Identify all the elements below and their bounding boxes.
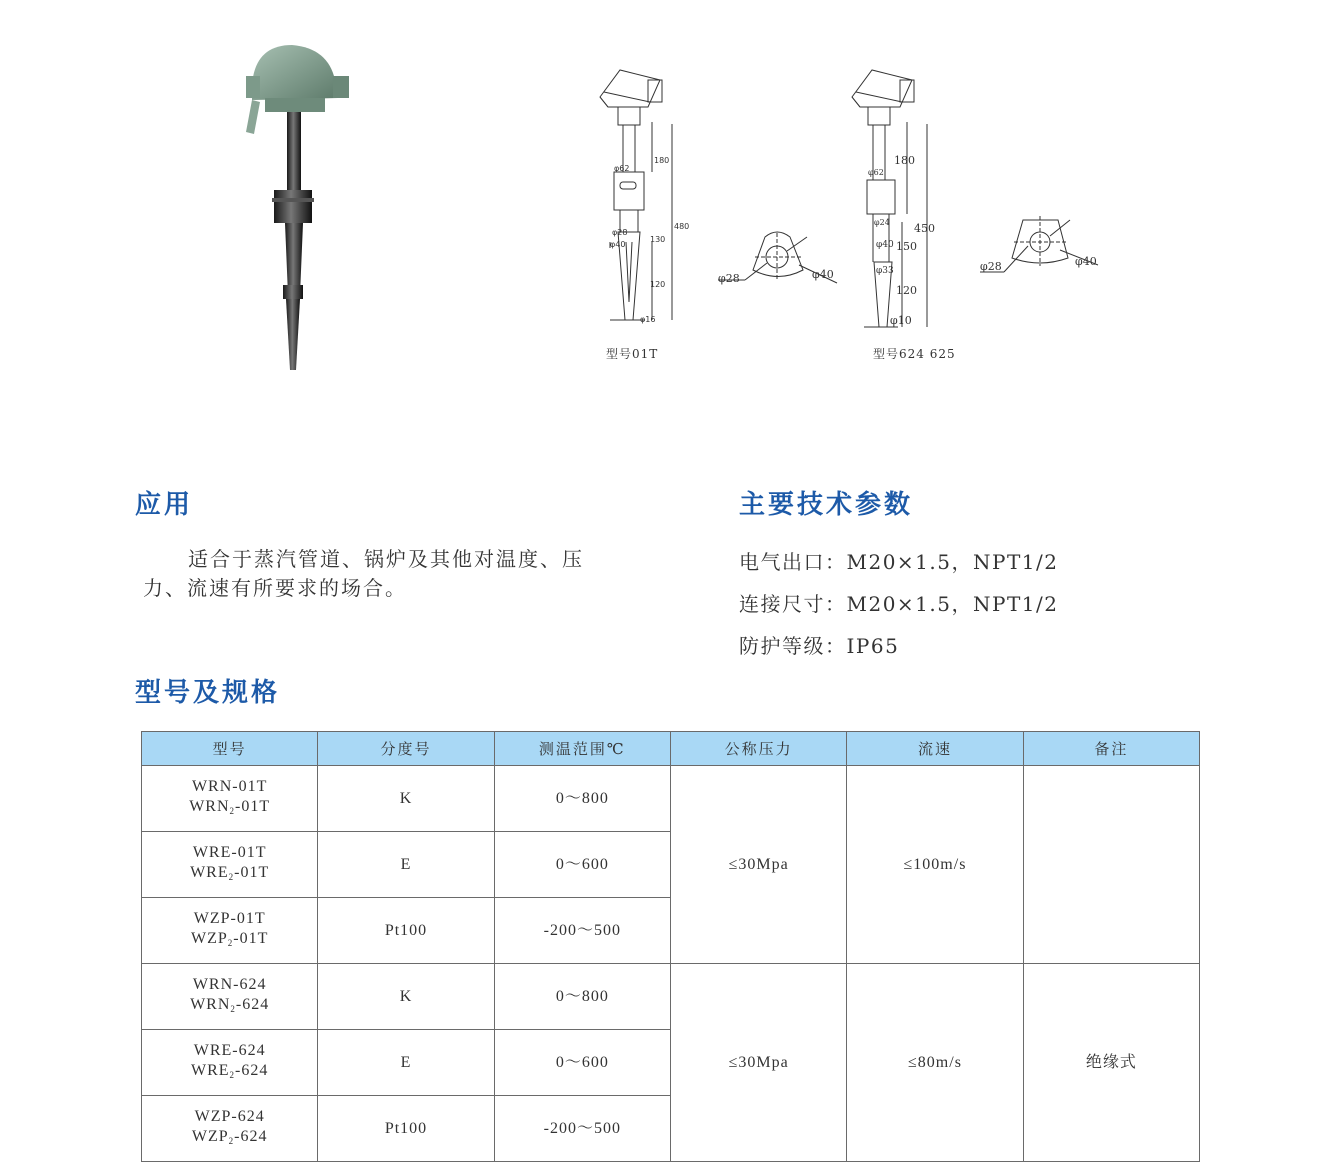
dim-label: 120 (650, 280, 666, 289)
cell-flow: ≤80m/s (847, 964, 1023, 1162)
model-a: WZP-01T (193, 909, 266, 927)
dim-label: φ62 (614, 164, 630, 173)
cell-graduation: E (318, 1030, 494, 1096)
cell-graduation: Pt100 (318, 1096, 494, 1162)
header-graduation: 分度号 (318, 732, 494, 766)
table-row (142, 766, 1200, 832)
model-a: WRN-01T (191, 777, 268, 795)
param-electric-outlet: 电气出口：M20×1.5，NPT1/2 (739, 550, 1059, 574)
dim-label: φ16 (640, 315, 656, 324)
header-note: 备注 (1023, 732, 1199, 766)
application-title: 应用 (135, 490, 194, 520)
cell-model (142, 1030, 318, 1096)
application-text-line1: 适合于蒸汽管道、锅炉及其他对温度、压 (188, 547, 584, 571)
cell-note: 绝缘式 (1023, 964, 1199, 1162)
header-pressure: 公称压力 (670, 732, 846, 766)
model-b-pre: WZP (190, 929, 228, 947)
dim-label: φ62 (868, 168, 884, 177)
section-b-label-28: φ28 (980, 260, 1002, 273)
drawing-01t-dims (590, 62, 710, 367)
model-b-pre: WRN (190, 995, 231, 1013)
drawing-624-dims (842, 62, 952, 367)
cell-range: 0～800 (494, 766, 670, 832)
header-model: 型号 (142, 732, 318, 766)
cell-pressure: ≤30Mpa (670, 964, 846, 1162)
cell-note (1023, 766, 1199, 964)
dim-label: φ33 (876, 266, 894, 276)
model-b-post: -01T (233, 929, 269, 947)
cell-range: 0～600 (494, 1030, 670, 1096)
cell-graduation: K (318, 766, 494, 832)
dim-label: 480 (674, 222, 690, 231)
model-b-post: -01T (235, 797, 271, 815)
model-b-pre: WRE (190, 863, 229, 881)
cell-model (142, 964, 318, 1030)
dim-label: 180 (654, 156, 670, 165)
model-b-sub: 2 (228, 1135, 235, 1146)
dim-label: φ24 (874, 218, 890, 227)
model-b-sub: 2 (228, 871, 235, 882)
section-a-label-28: φ28 (718, 272, 740, 285)
header-range: 测温范围℃ (494, 732, 670, 766)
dim-label: φ40 (610, 240, 626, 249)
model-a: WRE-01T (192, 843, 267, 861)
model-b-post: -624 (235, 995, 270, 1013)
spec-table (141, 731, 1200, 1162)
dim-label: 130 (650, 235, 666, 244)
dim-label: φ10 (890, 314, 912, 327)
model-b-post: -01T (234, 863, 270, 881)
cell-range: -200～500 (494, 898, 670, 964)
product-photo (230, 40, 360, 375)
application-text-line2: 力、流速有所要求的场合。 (143, 576, 407, 600)
dim-label: 120 (896, 284, 917, 297)
cell-flow: ≤100m/s (847, 766, 1023, 964)
header-flow: 流速 (847, 732, 1023, 766)
dim-label: φ40 (876, 240, 894, 250)
spec-title: 型号及规格 (135, 678, 281, 708)
dim-label: 450 (914, 222, 935, 235)
model-b-post: -624 (234, 1127, 268, 1145)
cell-graduation: Pt100 (318, 898, 494, 964)
section-a-label-40: φ40 (812, 268, 834, 281)
table-row (142, 964, 1200, 1030)
caption-624: 型号624 625 (873, 347, 956, 361)
dim-label: φ28 (612, 228, 628, 237)
cell-range: 0～800 (494, 964, 670, 1030)
model-b-sub: 2 (229, 805, 236, 816)
model-a: WZP-624 (194, 1107, 265, 1125)
model-a: WRE-624 (193, 1041, 266, 1059)
model-b-pre: WRN (189, 797, 230, 815)
param-connection-size: 连接尺寸：M20×1.5，NPT1/2 (739, 592, 1059, 616)
cell-model (142, 1096, 318, 1162)
dim-label: 150 (896, 240, 917, 253)
model-b-sub: 2 (229, 1069, 236, 1080)
model-b-pre: WZP (191, 1127, 229, 1145)
cell-graduation: K (318, 964, 494, 1030)
cell-pressure: ≤30Mpa (670, 766, 846, 964)
tech-title: 主要技术参数 (739, 490, 914, 520)
section-b-label-40: φ40 (1075, 255, 1097, 268)
cell-range: 0～600 (494, 832, 670, 898)
dim-label: 180 (894, 154, 915, 167)
model-b-pre: WRE (190, 1061, 230, 1079)
model-b-sub: 2 (230, 1003, 236, 1014)
caption-01t: 型号01T (606, 347, 659, 361)
table-header-row (142, 732, 1200, 766)
cell-graduation: E (318, 832, 494, 898)
model-a: WRN-624 (192, 975, 267, 993)
cell-model (142, 898, 318, 964)
param-protection-grade: 防护等级：IP65 (739, 634, 900, 658)
cell-model (142, 832, 318, 898)
cell-range: -200～500 (494, 1096, 670, 1162)
model-b-sub: 2 (227, 937, 234, 948)
model-b-post: -624 (235, 1061, 269, 1079)
cell-model (142, 766, 318, 832)
